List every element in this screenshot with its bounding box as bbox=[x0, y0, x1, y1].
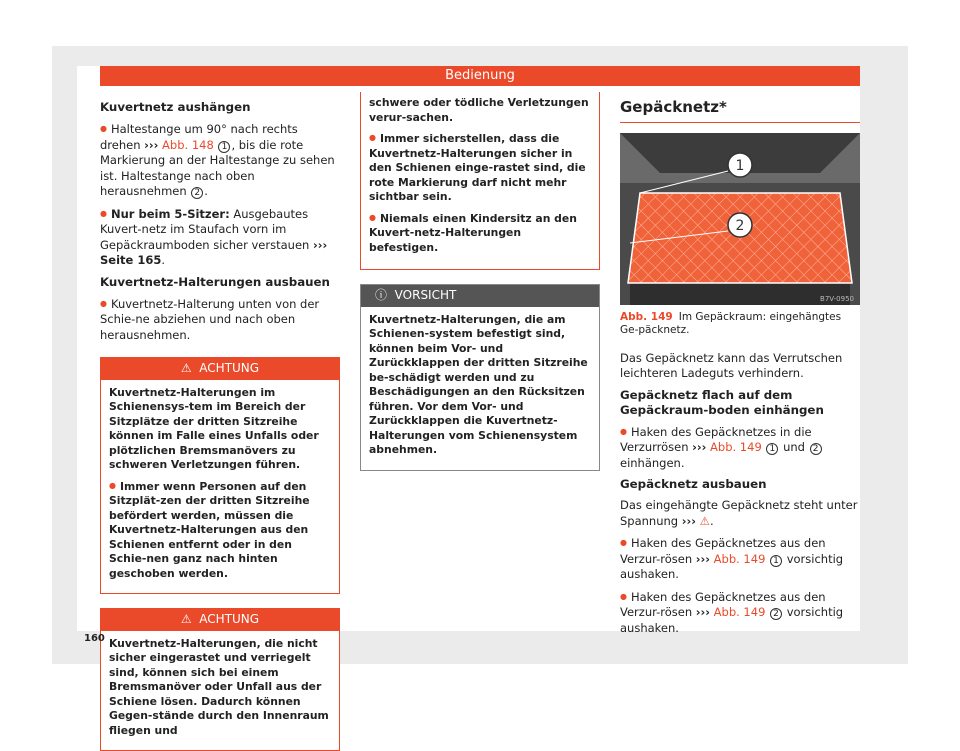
heading-halterungen-ausbauen: Kuvertnetz-Halterungen ausbauen bbox=[100, 274, 330, 289]
heading-ausbauen: Gepäcknetz ausbauen bbox=[620, 477, 767, 491]
image-code: B7V-0950 bbox=[820, 294, 854, 303]
fig-ref-link[interactable]: Abb. 149 bbox=[713, 551, 766, 566]
intro-text: Das Gepäcknetz kann das Verrutschen leichteren Ladeguts verhindern. bbox=[620, 350, 843, 380]
step-aushaken-2: ● Haken des Gepäcknetzes aus den Verzur-rösen ››› Abb. 149 2 vorsichtig aushaken. bbox=[620, 589, 860, 637]
warning-icon: ⚠ bbox=[180, 361, 192, 375]
step-2: ● Nur beim 5-Sitzer: Ausgebautes Kuvert-netz im Staufach vorn im Gepäckraumboden sicher verstauen ››› Seite 165. bbox=[100, 206, 340, 269]
column-2 bbox=[360, 96, 600, 481]
warning-icon: ⚠ bbox=[180, 612, 192, 626]
caution-text: Kuvertnetz-Halterungen, die am Schienen-system befestigt sind, können beim Vor- und Zurückklappen der dritten Sitzreihe be-schädigt werden und zu Beschädigungen an den Rücksitzen führen. Vor dem Vor- und Zurückklappen die Kuvertnetz-Halterungen vom Schienensystem abnehmen. bbox=[369, 312, 588, 456]
fig-ref-link[interactable]: Abb. 149 bbox=[713, 605, 766, 619]
warning-text: Kuvertnetz-Halterungen im Schienensys-tem im Bereich der Sitzplätze der dritten Sitzreihe können im Falle eines Unfalls oder plötzlichen Bremsmanövers zu schweren Verletzungen führen. bbox=[109, 385, 319, 471]
callout-1-label: 1 bbox=[735, 157, 745, 174]
page-number: 160 bbox=[84, 633, 105, 644]
warning-header: ⚠ ACHTUNG bbox=[101, 609, 339, 631]
warning-box-1 bbox=[100, 357, 340, 594]
cargo-net-image bbox=[620, 133, 860, 305]
text-spannung: Das eingehängte Gepäcknetz steht unter Spannung ››› ⚠. bbox=[620, 498, 858, 528]
caution-box bbox=[360, 284, 600, 471]
info-icon: ⓘ bbox=[375, 288, 388, 302]
caution-header: ⓘ VORSICHT bbox=[361, 285, 599, 307]
warning-header: ⚠ ACHTUNG bbox=[101, 358, 339, 380]
section-title: Gepäcknetz* bbox=[620, 96, 860, 123]
step-aushaken-1: ● Haken des Gepäcknetzes aus den Verzur-rösen ››› Abb. 149 1 vorsichtig aushaken. bbox=[620, 535, 860, 583]
fig-ref-link[interactable]: Abb. 149 bbox=[710, 440, 762, 454]
column-1 bbox=[100, 96, 340, 751]
warning-box-2 bbox=[100, 608, 340, 751]
warning-continuation: schwere oder tödliche Verletzungen verur-sachen. ● Immer sicherstellen, dass die Kuvertnetz-Halterungen sicher in den Schienen einge-rastet sind, die rote Markierung darf nicht mehr sichtbar sein. ● Niemals einen Kindersitz an den Kuvert-netz-Halterungen befestigen. bbox=[360, 92, 600, 270]
fig-ref-link[interactable]: Abb. 148 bbox=[162, 137, 214, 152]
step-3: ● Kuvertnetz-Halterung unten von der Schie-ne abziehen und nach oben herausnehmen. bbox=[100, 296, 340, 344]
figure-caption: Abb. 149 Im Gepäckraum: eingehängtes Ge-päcknetz. bbox=[620, 310, 842, 336]
warning-text: Kuvertnetz-Halterungen, die nicht sicher eingerastet und verriegelt sind, können sich bei einem Bremsmanöver oder Unfall aus der Schiene lösen. Dadurch können Gegen-stände durch den Innenraum fliegen und bbox=[109, 636, 329, 737]
callout-2: 2 bbox=[191, 187, 203, 199]
callout-1: 1 bbox=[218, 141, 230, 153]
step-1: ● Haltestange um 90° nach rechts drehen ››› Abb. 148 1 , bis die rote Markierung an der Haltestange zu sehen ist. Haltestange nach oben herausnehmen 2 . bbox=[100, 121, 340, 200]
warning-bullet: ● Immer wenn Personen auf den Sitzplät-zen der dritten Sitzreihe befördert werden, müssen die Kuvertnetz-Halterungen aus den Schienen entfernt oder in den Schie-nen ganz nach hinten geschoben werden. bbox=[109, 479, 331, 582]
column-3 bbox=[620, 96, 860, 642]
step-einhaengen: ● Haken des Gepäcknetzes in die Verzurrösen ››› Abb. 149 1 und 2 einhängen. bbox=[620, 424, 860, 472]
page-ref-link[interactable]: Seite 165 bbox=[100, 253, 162, 267]
heading-kuvertnetz-aushaengen: Kuvertnetz aushängen bbox=[100, 100, 251, 114]
heading-einhaengen: Gepäcknetz flach auf dem Gepäckraum-boden einhängen bbox=[620, 387, 824, 417]
callout-2-label: 2 bbox=[735, 217, 745, 234]
section-banner: Bedienung bbox=[100, 66, 860, 86]
warning-icon: ⚠ bbox=[699, 513, 710, 528]
